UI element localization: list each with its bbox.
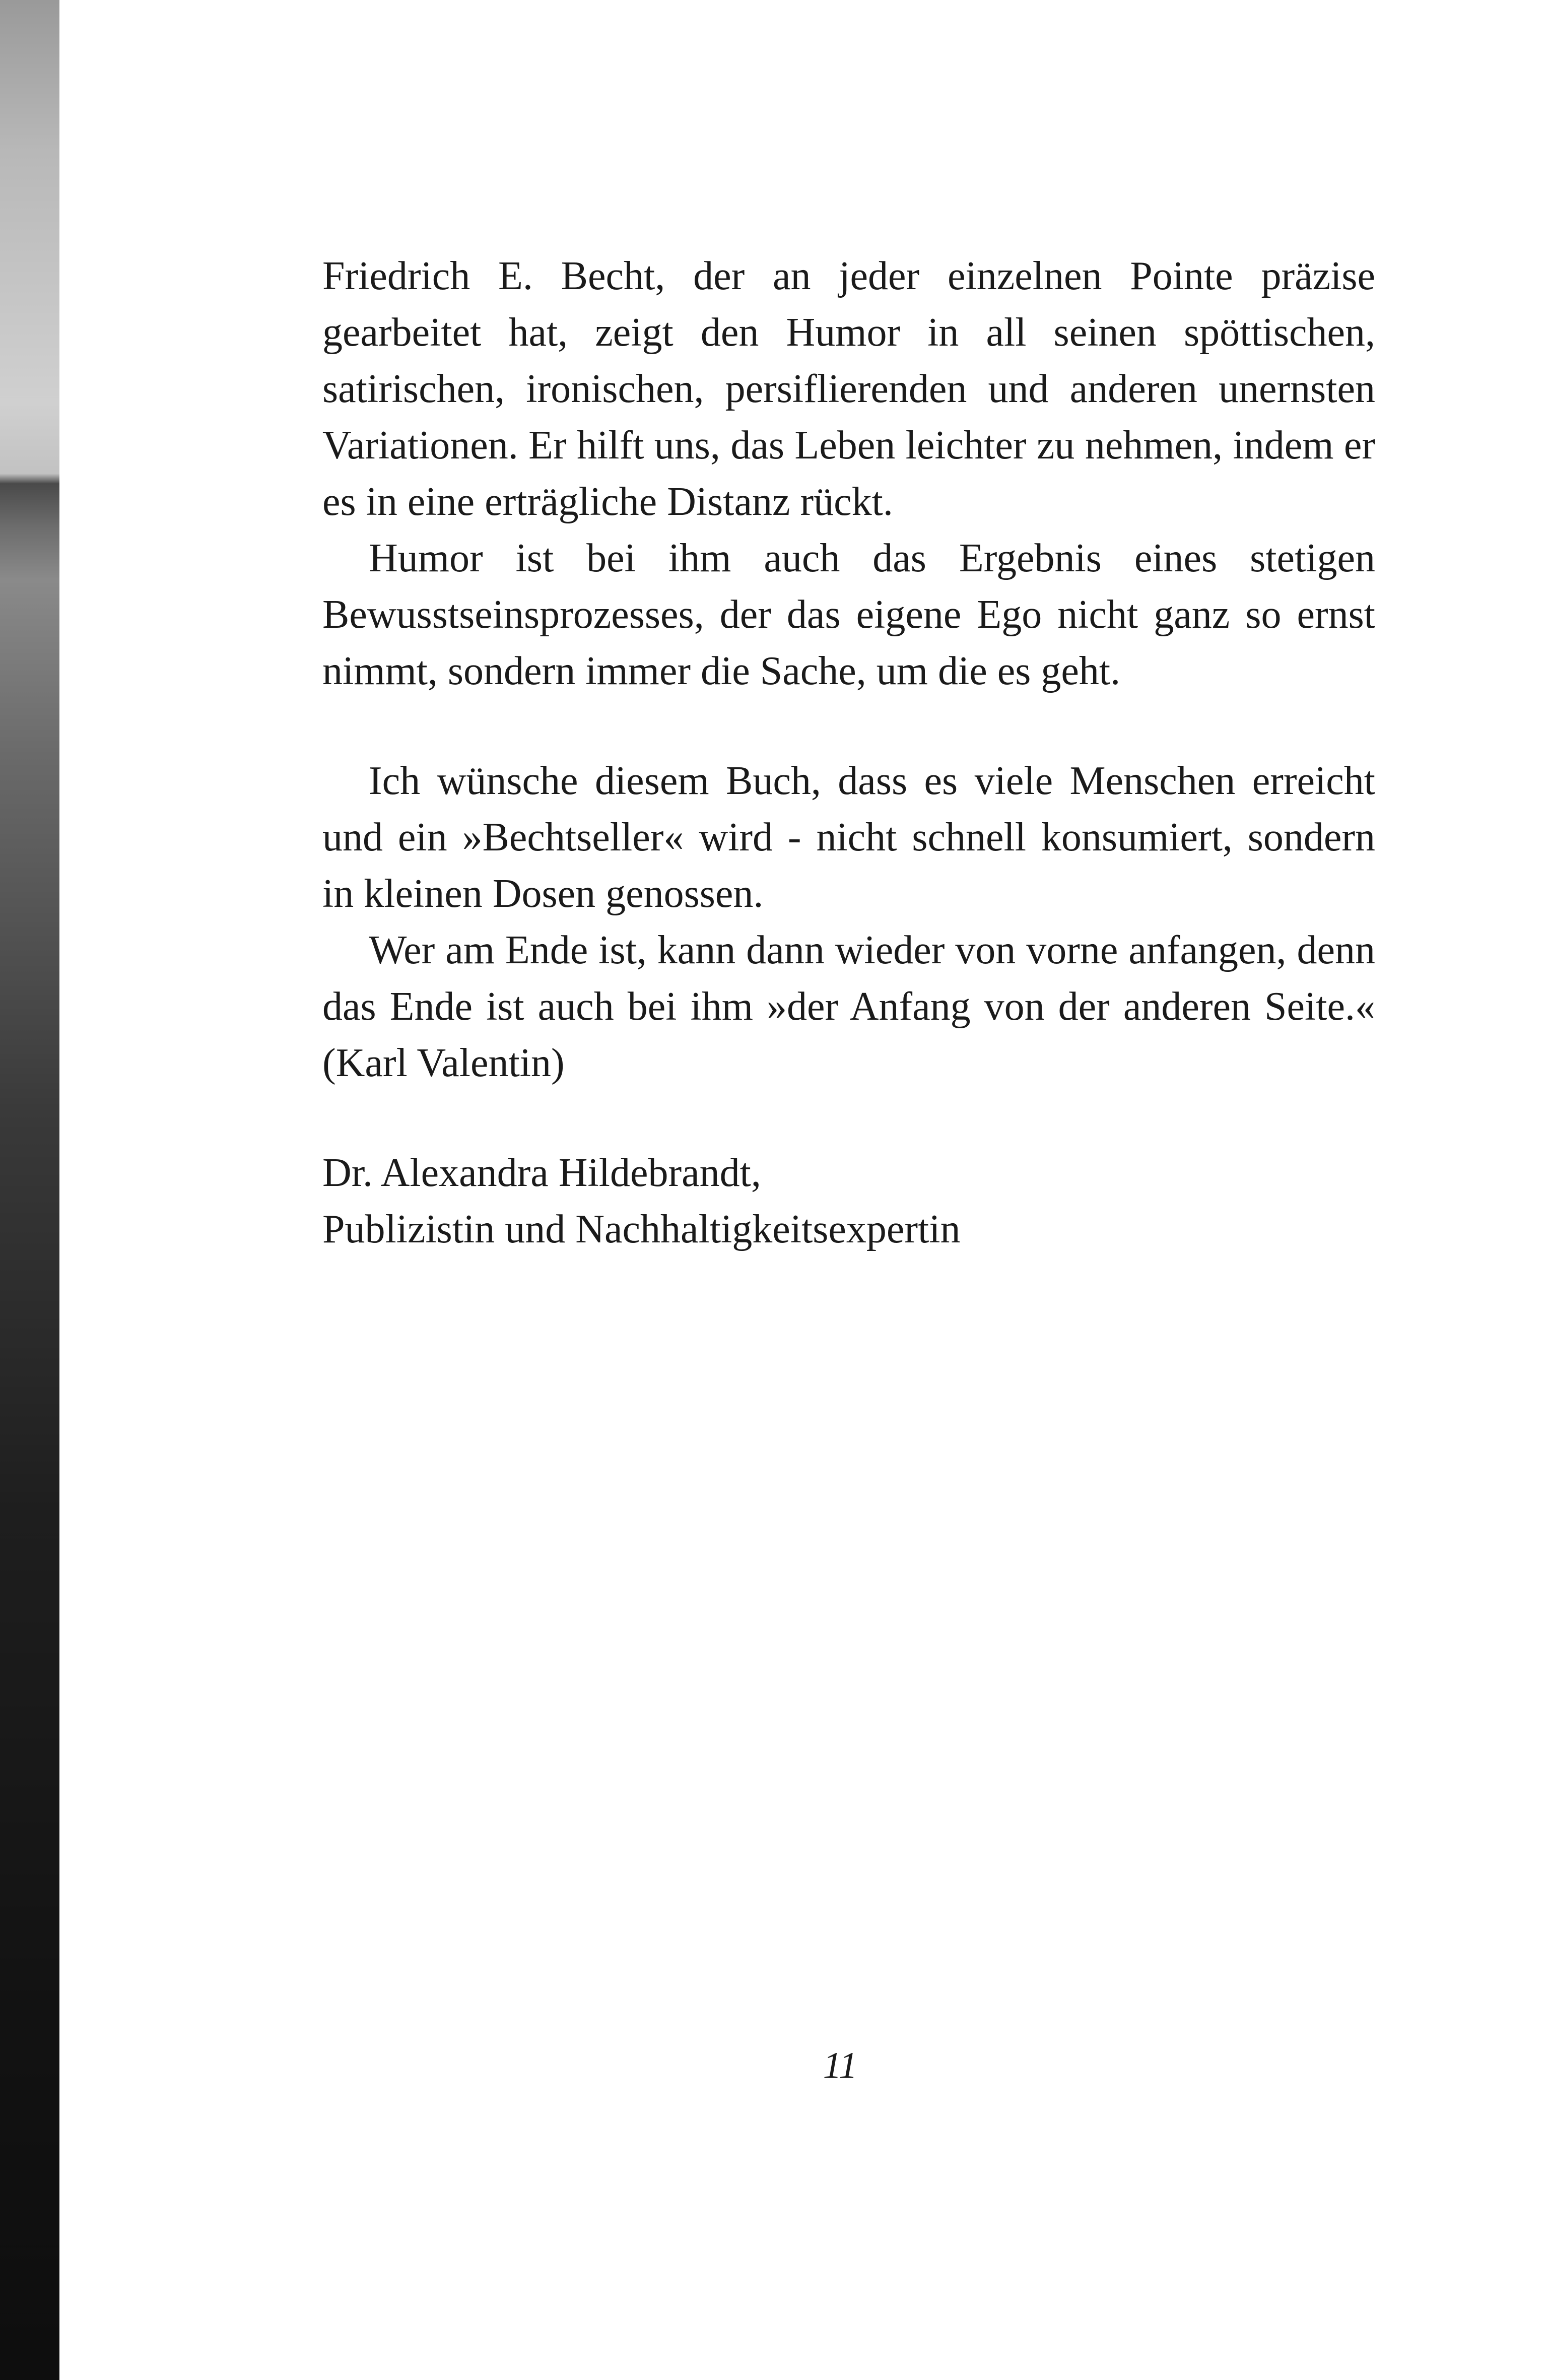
paragraph-3: Ich wünsche diesem Buch, dass es viele Menschen erreicht und ein »Bechtseller« wird - nicht schnell konsumiert, sondern in kleinen Dosen genossen. xyxy=(322,759,1375,916)
section-gap xyxy=(322,1091,1375,1145)
signature-block xyxy=(322,1145,1375,1258)
paragraph-2: Humor ist bei ihm auch das Ergebnis eines stetigen Bewusstseinsprozesses, der das eigene Ego nicht ganz so ernst nimmt, sondern immer die Sache, um die es geht. xyxy=(322,536,1375,693)
page-body xyxy=(322,248,1375,1258)
author-name: Dr. Alexandra Hildebrandt, xyxy=(322,1151,761,1195)
author-title: Publizistin und Nachhaltigkeitsexpertin xyxy=(322,1207,961,1251)
page-number: 11 xyxy=(823,2045,858,2086)
book-page xyxy=(59,0,1547,2380)
paragraph-4: Wer am Ende ist, kann dann wieder von vorne anfangen, denn das Ende ist auch bei ihm »der Anfang von der anderen Seite.« (Karl Valentin) xyxy=(322,928,1375,1085)
book-gutter-shadow xyxy=(0,0,59,2380)
section-gap xyxy=(322,699,1375,753)
paragraph-1: Friedrich E. Becht, der an jeder einzelnen Pointe präzise gearbeitet hat, zeigt den Humor in all seinen spöttischen, satirischen, ironischen, persiflierenden und anderen unernsten Variationen. Er hilft uns, das Leben leichter zu nehmen, indem er es in eine erträgliche Distanz rückt. xyxy=(322,254,1375,524)
